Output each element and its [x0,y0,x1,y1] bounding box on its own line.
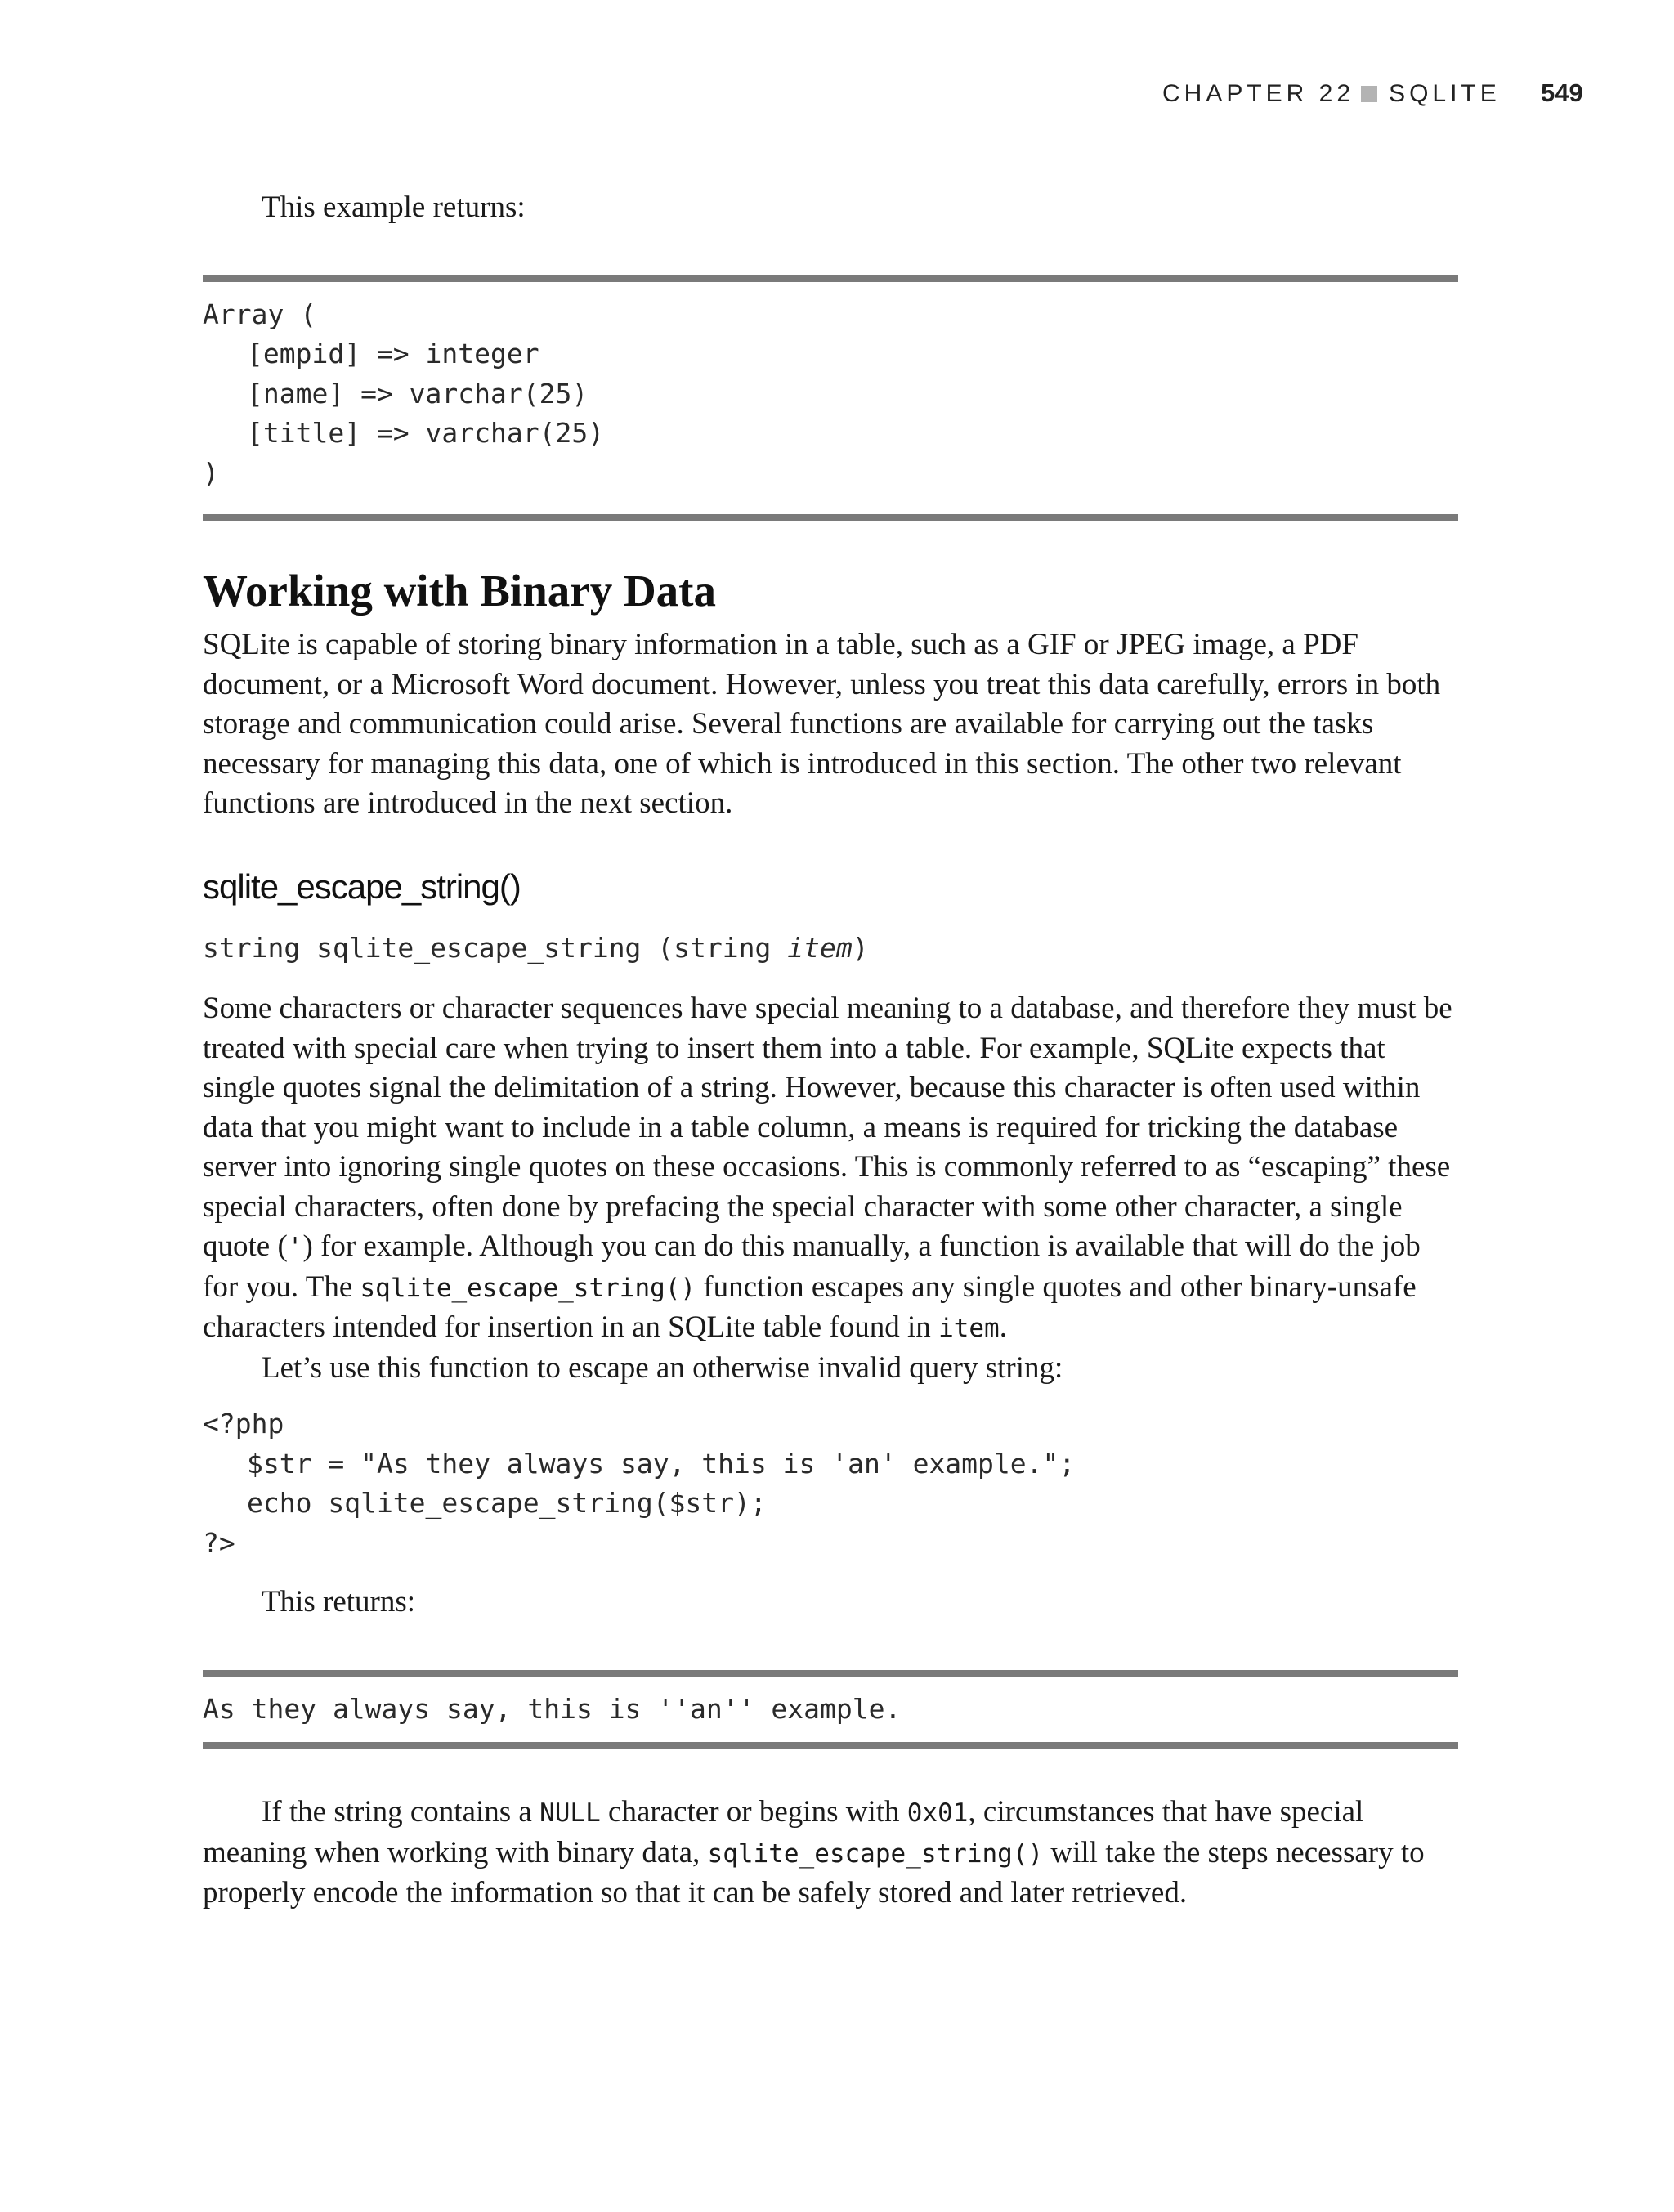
desc-text: Some characters or character sequences have special meaning to a database, and therefore they must be treated with special care when trying to insert them into a table. For example, SQLite expects that single quotes signal the delimitation of a string. However, because this character is often used within data that you might want to include in a table column, a means is required for tricking the database server into ignoring single quotes on these occasions. This is commonly referred to as “escaping” these special characters, often done by prefacing the special character with some other character, a single quote ( [203,992,1452,1263]
bottom-rule [203,1742,1458,1749]
code-line: [empid] => integer [247,338,539,369]
page-body [203,188,1458,1914]
para-text: , circumstances that have special meaning when working with binary data, [203,1795,1364,1869]
array-output-block [203,295,1458,494]
para-text: If the string contains a [262,1795,540,1829]
inline-code: NULL [539,1798,601,1828]
inline-code: sqlite_escape_string() [707,1838,1044,1869]
code-line: <?php [203,1408,284,1440]
code-line: echo sqlite_escape_string($str); [247,1487,767,1519]
page-header [0,80,1674,121]
section-title: Working with Binary Data [203,566,716,616]
code-line: [name] => varchar(25) [247,377,589,410]
top-rule [203,275,1458,282]
escaped-output-block [203,1690,1458,1730]
signature-prefix: string sqlite_escape_string (string [203,931,788,964]
running-head [1162,80,1501,108]
section-paragraph: SQLite is capable of storing binary information in a table, such as a GIF or JPEG image, a PDF document, or a Microsoft Word document. However, unless you treat this data carefully, errors in both storage and communication could arise. Several functions are available for carrying out the tasks necessary for managing this data, one of which is introduced in this section. The other two relevant functions are introduced in the next section. [203,628,1441,820]
desc-text: function escapes any single quotes and other binary-unsafe characters intended for insertion in an SQLite table found in [203,1269,1417,1344]
intro-text: This example returns: [262,190,526,224]
inline-code: sqlite_escape_string() [360,1273,696,1303]
code-line: Array ( [203,298,317,330]
function-signature [203,929,1458,969]
final-paragraph [203,1793,1458,1914]
top-rule [203,1670,1458,1677]
chapter-label: CHAPTER 22 [1162,80,1355,107]
desc-text: ) for example. Although you can do this manually, a function is available that will do the job for you. The [203,1229,1421,1304]
inline-code: ' [287,1233,303,1262]
para-text: character or begins with [600,1795,907,1829]
para-text: will take the steps necessary to properly encode the information so that it can be safely stored and later retrieved. [203,1835,1425,1910]
section-label: SQLITE [1389,80,1501,107]
function-description [203,989,1458,1349]
code-line: ?> [203,1526,235,1559]
signature-param: item [787,931,853,964]
function-title: sqlite_escape_string() [203,866,521,906]
returns-text: This returns: [262,1585,416,1619]
code-line: [title] => varchar(25) [247,417,605,449]
page-number: 549 [1541,78,1583,107]
php-code-block [203,1404,1458,1563]
signature-suffix: ) [852,931,869,964]
lets-use-text: Let’s use this function to escape an otherwise invalid query string: [262,1350,1063,1385]
inline-code: item [938,1314,1000,1343]
desc-text: . [999,1310,1007,1344]
bottom-rule [203,514,1458,521]
code-line: As they always say, this is ''an'' example. [203,1692,902,1725]
code-line: ) [203,456,219,489]
square-separator-icon [1361,86,1377,102]
code-line: $str = "As they always say, this is 'an' example."; [247,1447,1076,1480]
inline-code: 0x01 [906,1798,969,1828]
